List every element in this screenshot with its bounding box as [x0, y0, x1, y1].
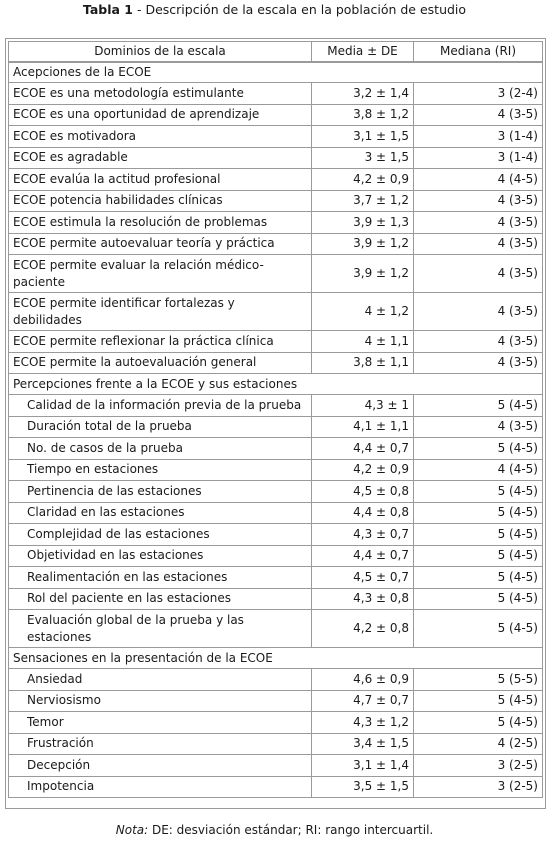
- table-row: [8, 460, 543, 482]
- table-row: [8, 83, 543, 105]
- row-label: Objetividad en las estaciones: [8, 546, 312, 568]
- row-label: Temor: [8, 712, 312, 734]
- row-label: Nerviosismo: [8, 691, 312, 713]
- table-row: [8, 524, 543, 546]
- section-title: Acepciones de la ECOE: [8, 62, 543, 83]
- table-body: [8, 62, 543, 798]
- row-mean-sd: 4,2 ± 0,9: [312, 169, 414, 191]
- table-row: [8, 353, 543, 375]
- row-median-iqr: 4 (3-5): [414, 353, 543, 375]
- table-caption: [0, 2, 549, 18]
- table-row: [8, 148, 543, 170]
- row-mean-sd: 3,1 ± 1,4: [312, 755, 414, 777]
- row-label: ECOE es una metodología estimulante: [8, 83, 312, 105]
- row-mean-sd: 3,9 ± 1,2: [312, 234, 414, 256]
- row-label: ECOE permite autoevaluar teoría y práctica: [8, 234, 312, 256]
- row-median-iqr: 4 (3-5): [414, 105, 543, 127]
- row-median-iqr: 4 (3-5): [414, 293, 543, 331]
- table-row: [8, 669, 543, 691]
- header-domains: Dominios de la escala: [8, 41, 312, 62]
- row-median-iqr: 5 (4-5): [414, 481, 543, 503]
- row-label: Evaluación global de la prueba y las estaciones: [8, 610, 312, 648]
- row-median-iqr: 5 (4-5): [414, 567, 543, 589]
- row-mean-sd: 4,1 ± 1,1: [312, 417, 414, 439]
- row-mean-sd: 3,1 ± 1,5: [312, 126, 414, 148]
- row-median-iqr: 5 (4-5): [414, 503, 543, 525]
- row-median-iqr: 5 (4-5): [414, 691, 543, 713]
- row-mean-sd: 4,3 ± 1,2: [312, 712, 414, 734]
- row-median-iqr: 5 (4-5): [414, 438, 543, 460]
- row-mean-sd: 4 ± 1,2: [312, 293, 414, 331]
- row-mean-sd: 3,4 ± 1,5: [312, 734, 414, 756]
- table-caption-label: Tabla 1: [82, 2, 133, 17]
- row-median-iqr: 5 (4-5): [414, 712, 543, 734]
- row-median-iqr: 5 (4-5): [414, 589, 543, 611]
- section-row: [8, 374, 543, 395]
- row-mean-sd: 4,3 ± 0,8: [312, 589, 414, 611]
- row-label: ECOE evalúa la actitud profesional: [8, 169, 312, 191]
- table-note-label: Nota:: [115, 823, 149, 837]
- row-mean-sd: 4,5 ± 0,7: [312, 567, 414, 589]
- row-median-iqr: 4 (3-5): [414, 212, 543, 234]
- section-title: Sensaciones en la presentación de la ECOE: [8, 648, 543, 669]
- row-label: Impotencia: [8, 777, 312, 799]
- row-mean-sd: 3,8 ± 1,1: [312, 353, 414, 375]
- row-label: Frustración: [8, 734, 312, 756]
- row-median-iqr: 5 (4-5): [414, 610, 543, 648]
- row-median-iqr: 3 (2-4): [414, 83, 543, 105]
- table-row: [8, 481, 543, 503]
- table-caption-text: - Descripción de la escala en la población de estudio: [133, 2, 467, 17]
- row-label: Complejidad de las estaciones: [8, 524, 312, 546]
- row-median-iqr: 4 (4-5): [414, 460, 543, 482]
- table-row: [8, 191, 543, 213]
- row-mean-sd: 4,6 ± 0,9: [312, 669, 414, 691]
- row-median-iqr: 3 (2-5): [414, 777, 543, 799]
- table-row: [8, 255, 543, 293]
- row-mean-sd: 4 ± 1,1: [312, 331, 414, 353]
- row-label: Tiempo en estaciones: [8, 460, 312, 482]
- row-median-iqr: 5 (4-5): [414, 395, 543, 417]
- row-label: Pertinencia de las estaciones: [8, 481, 312, 503]
- row-label: Claridad en las estaciones: [8, 503, 312, 525]
- table-row: [8, 567, 543, 589]
- row-median-iqr: 5 (4-5): [414, 546, 543, 568]
- row-mean-sd: 4,4 ± 0,7: [312, 546, 414, 568]
- table-row: [8, 546, 543, 568]
- row-label: ECOE permite evaluar la relación médico-paciente: [8, 255, 312, 293]
- table-row: [8, 503, 543, 525]
- row-label: ECOE permite reflexionar la práctica clínica: [8, 331, 312, 353]
- row-label: ECOE es una oportunidad de aprendizaje: [8, 105, 312, 127]
- row-label: ECOE potencia habilidades clínicas: [8, 191, 312, 213]
- table-row: [8, 105, 543, 127]
- row-mean-sd: 3,8 ± 1,2: [312, 105, 414, 127]
- row-mean-sd: 3,9 ± 1,3: [312, 212, 414, 234]
- table-note: [0, 822, 549, 838]
- row-median-iqr: 3 (1-4): [414, 148, 543, 170]
- row-mean-sd: 4,2 ± 0,8: [312, 610, 414, 648]
- table-row: [8, 734, 543, 756]
- table-row: [8, 610, 543, 648]
- row-mean-sd: 3 ± 1,5: [312, 148, 414, 170]
- row-median-iqr: 3 (2-5): [414, 755, 543, 777]
- row-label: Calidad de la información previa de la prueba: [8, 395, 312, 417]
- row-mean-sd: 4,3 ± 1: [312, 395, 414, 417]
- row-label: Ansiedad: [8, 669, 312, 691]
- row-label: ECOE permite identificar fortalezas y debilidades: [8, 293, 312, 331]
- table-row: [8, 691, 543, 713]
- table-row: [8, 331, 543, 353]
- row-mean-sd: 3,7 ± 1,2: [312, 191, 414, 213]
- row-label: ECOE es agradable: [8, 148, 312, 170]
- row-label: No. de casos de la prueba: [8, 438, 312, 460]
- table-note-text: DE: desviación estándar; RI: rango intercuartil.: [148, 823, 434, 837]
- section-title: Percepciones frente a la ECOE y sus estaciones: [8, 374, 543, 395]
- row-mean-sd: 3,5 ± 1,5: [312, 777, 414, 799]
- row-label: Realimentación en las estaciones: [8, 567, 312, 589]
- row-label: ECOE es motivadora: [8, 126, 312, 148]
- table-row: [8, 234, 543, 256]
- row-mean-sd: 4,4 ± 0,8: [312, 503, 414, 525]
- row-label: ECOE estimula la resolución de problemas: [8, 212, 312, 234]
- table-row: [8, 395, 543, 417]
- row-median-iqr: 5 (4-5): [414, 524, 543, 546]
- table-row: [8, 438, 543, 460]
- table-row: [8, 126, 543, 148]
- table-row: [8, 755, 543, 777]
- header-median-iqr: Mediana (RI): [414, 41, 543, 62]
- table-row: [8, 212, 543, 234]
- table-row: [8, 169, 543, 191]
- row-median-iqr: 3 (1-4): [414, 126, 543, 148]
- row-median-iqr: 4 (2-5): [414, 734, 543, 756]
- table-row: [8, 417, 543, 439]
- table-row: [8, 589, 543, 611]
- table-row: [8, 293, 543, 331]
- row-median-iqr: 4 (3-5): [414, 417, 543, 439]
- row-mean-sd: 4,2 ± 0,9: [312, 460, 414, 482]
- row-mean-sd: 3,2 ± 1,4: [312, 83, 414, 105]
- row-median-iqr: 4 (3-5): [414, 191, 543, 213]
- row-mean-sd: 4,3 ± 0,7: [312, 524, 414, 546]
- row-median-iqr: 4 (4-5): [414, 169, 543, 191]
- row-mean-sd: 4,4 ± 0,7: [312, 438, 414, 460]
- row-mean-sd: 4,7 ± 0,7: [312, 691, 414, 713]
- row-median-iqr: 4 (3-5): [414, 331, 543, 353]
- table-frame: [5, 38, 546, 809]
- row-median-iqr: 4 (3-5): [414, 234, 543, 256]
- row-label: ECOE permite la autoevaluación general: [8, 353, 312, 375]
- data-table: [8, 41, 543, 798]
- row-mean-sd: 3,9 ± 1,2: [312, 255, 414, 293]
- section-row: [8, 648, 543, 669]
- header-mean-sd: Media ± DE: [312, 41, 414, 62]
- row-mean-sd: 4,5 ± 0,8: [312, 481, 414, 503]
- row-median-iqr: 4 (3-5): [414, 255, 543, 293]
- table-row: [8, 777, 543, 799]
- row-median-iqr: 5 (5-5): [414, 669, 543, 691]
- table-row: [8, 712, 543, 734]
- row-label: Decepción: [8, 755, 312, 777]
- section-row: [8, 62, 543, 83]
- row-label: Rol del paciente en las estaciones: [8, 589, 312, 611]
- row-label: Duración total de la prueba: [8, 417, 312, 439]
